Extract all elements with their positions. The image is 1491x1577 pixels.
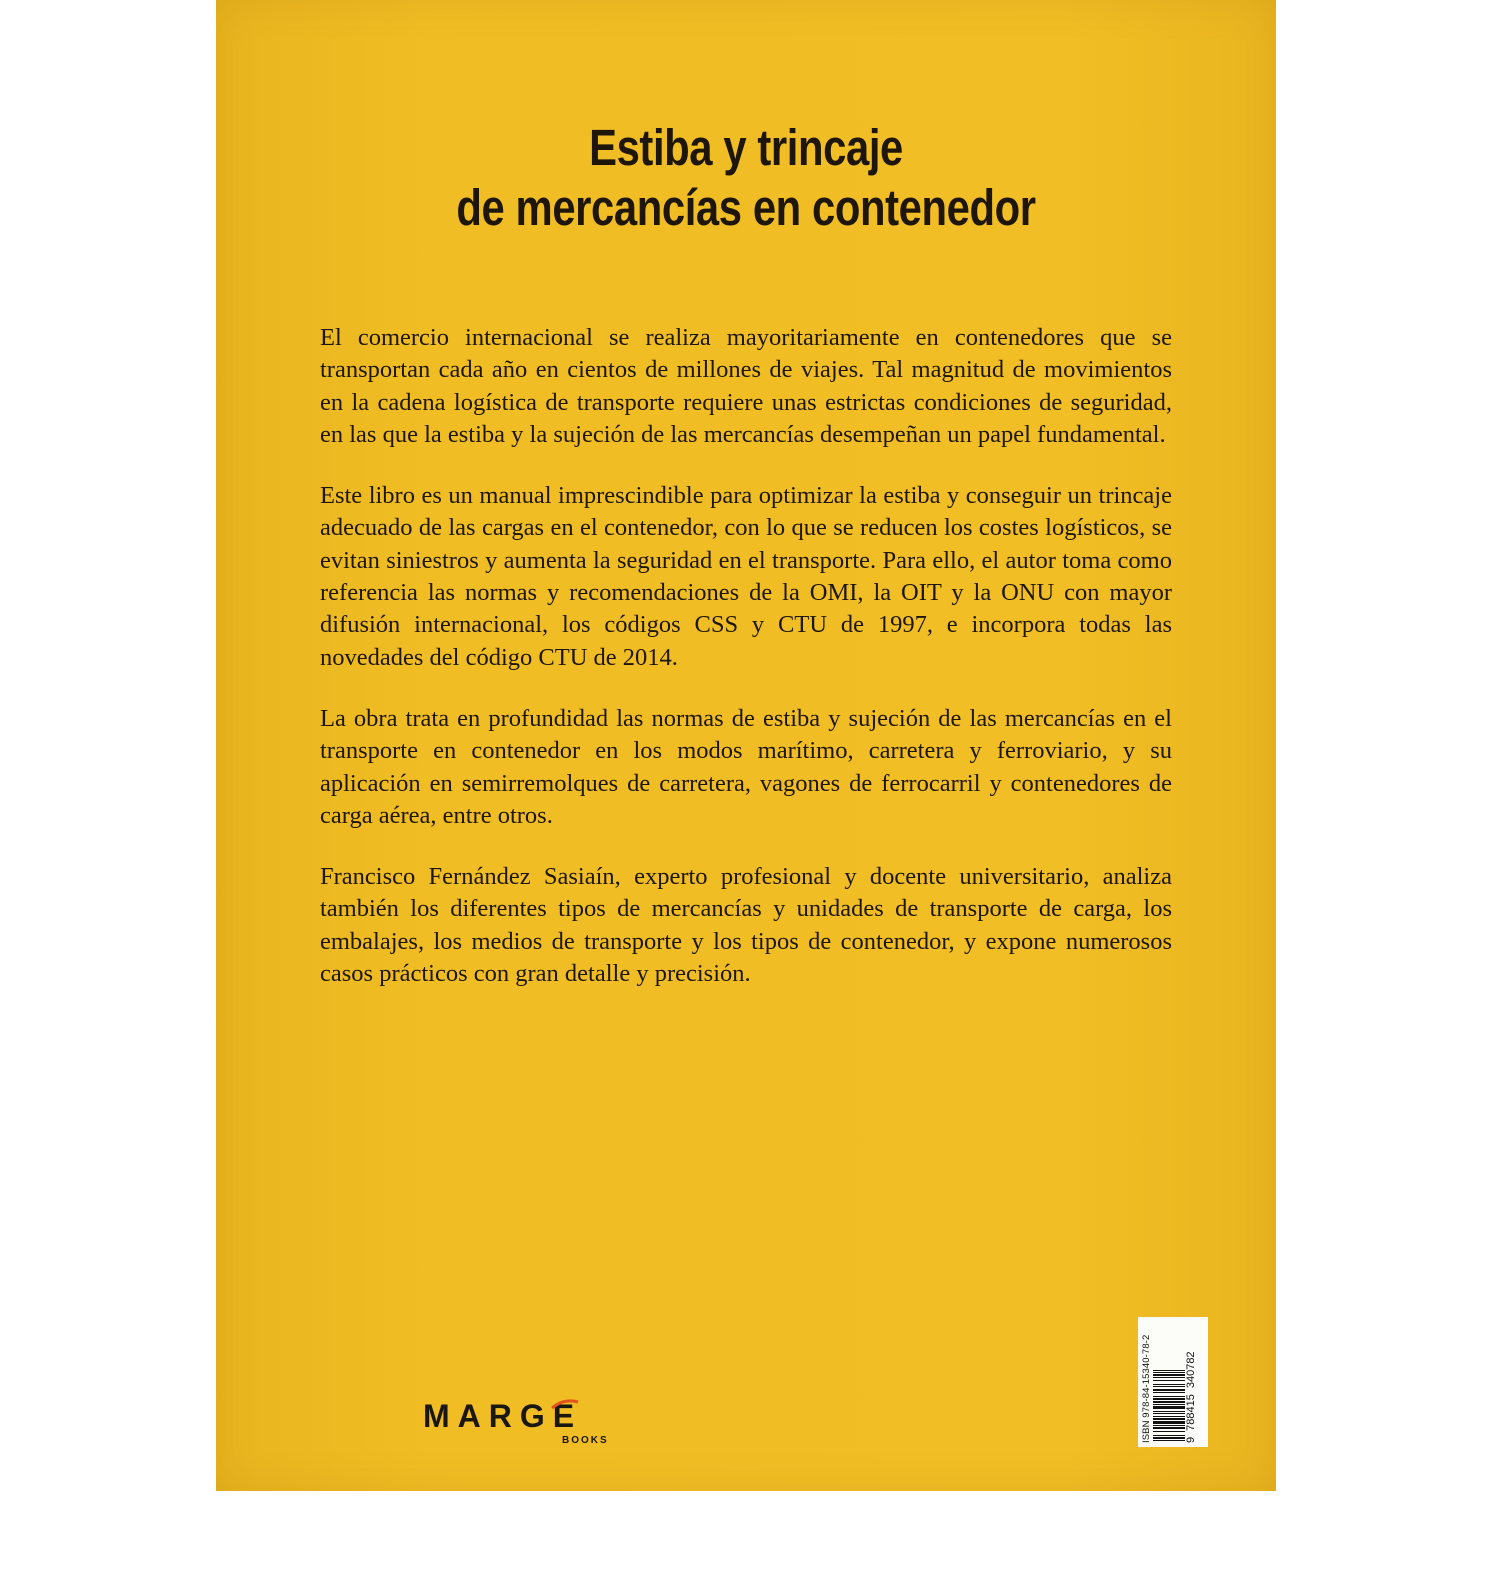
barcode-bar xyxy=(1153,1411,1185,1412)
barcode-bar xyxy=(1153,1431,1185,1432)
barcode-bar xyxy=(1153,1377,1185,1378)
barcode-bar xyxy=(1153,1427,1185,1429)
barcode-digits xyxy=(1185,1321,1197,1443)
barcode-bar xyxy=(1153,1370,1185,1371)
barcode-bar xyxy=(1153,1440,1185,1441)
barcode-bar xyxy=(1153,1416,1185,1417)
paragraph: Este libro es un manual imprescindible para optimizar la estiba y conseguir un trincaje adecuado de las cargas en el contenedor, con lo que se reducen los costes logísticos, se evitan siniestros y aumenta la seguridad en el transporte. Para ello, el autor toma como referencia las normas y recomendaciones de la OMI, la OIT y la ONU con mayor difusión internacional, los códigos CSS y CTU de 1997, e incorpora todas las novedades del código CTU de 2014. xyxy=(320,482,1172,671)
barcode-label xyxy=(1138,1334,1208,1577)
paragraph: Francisco Fernández Sasiaín, experto profesional y docente universitario, analiza también los diferentes tipos de mercancías y unidades de transporte de carga, los embalajes, los medios de transporte y los tipos de contenedor, y expone numerosos casos prácticos con gran detalle y precisión. xyxy=(320,863,1172,988)
barcode-bar xyxy=(1153,1406,1185,1409)
barcode-bar xyxy=(1153,1398,1185,1400)
barcode-bar xyxy=(1153,1418,1185,1420)
barcode-digits-right: 340782 xyxy=(1185,1351,1197,1389)
barcode-bar xyxy=(1153,1413,1185,1414)
barcode-digit-lead: 9 xyxy=(1185,1436,1197,1443)
barcode-bar xyxy=(1153,1384,1185,1385)
synopsis xyxy=(320,322,1172,1019)
barcode-bar xyxy=(1153,1404,1185,1405)
publisher-name: MARGE xyxy=(423,1398,583,1434)
paragraph: La obra trata en profundidad las normas de estiba y sujeción de las mercancías en el transporte en contenedor en los modos marítimo, carretera y ferroviario, y su aplicación en semirremolques de carretera, vagones de ferrocarril y contenedores de carga aérea, entre otros. xyxy=(320,704,1172,829)
barcode-bar xyxy=(1153,1437,1185,1439)
barcode-bar xyxy=(1153,1435,1185,1436)
barcode-bar xyxy=(1153,1372,1185,1373)
barcode-bar xyxy=(1153,1392,1185,1393)
barcode-bar xyxy=(1153,1389,1185,1391)
barcode-icon xyxy=(1153,1321,1185,1443)
barcode-digits-left: 788415 xyxy=(1185,1394,1197,1431)
barcode-bar xyxy=(1153,1425,1185,1426)
barcode-bar xyxy=(1153,1421,1185,1424)
barcode-bar xyxy=(1153,1401,1185,1403)
barcode-bar xyxy=(1153,1396,1185,1397)
swoosh-icon xyxy=(550,1398,580,1410)
paragraph: El comercio internacional se realiza mayoritariamente en contenedores que se transportan cada año en cientos de millones de viajes. Tal magnitud de movimientos en la cadena logística de transporte requiere unas estrictas condiciones de seguridad, en las que la estiba y la sujeción de las mercancías desempeñan un papel fundamental. xyxy=(320,324,1172,448)
book-title xyxy=(311,118,1180,238)
publisher-logo xyxy=(423,1400,623,1452)
barcode-bar xyxy=(1153,1386,1185,1387)
title-line-2: de mercancías en contenedor xyxy=(456,179,1036,236)
title-line-1: Estiba y trincaje xyxy=(589,119,903,176)
isbn-text: ISBN 978-84-15340-78-2 xyxy=(1141,1334,1152,1443)
barcode-bar xyxy=(1153,1380,1185,1381)
publisher-sub: BOOKS xyxy=(562,1435,609,1446)
barcode-bar xyxy=(1153,1374,1185,1376)
back-cover xyxy=(216,0,1276,1491)
